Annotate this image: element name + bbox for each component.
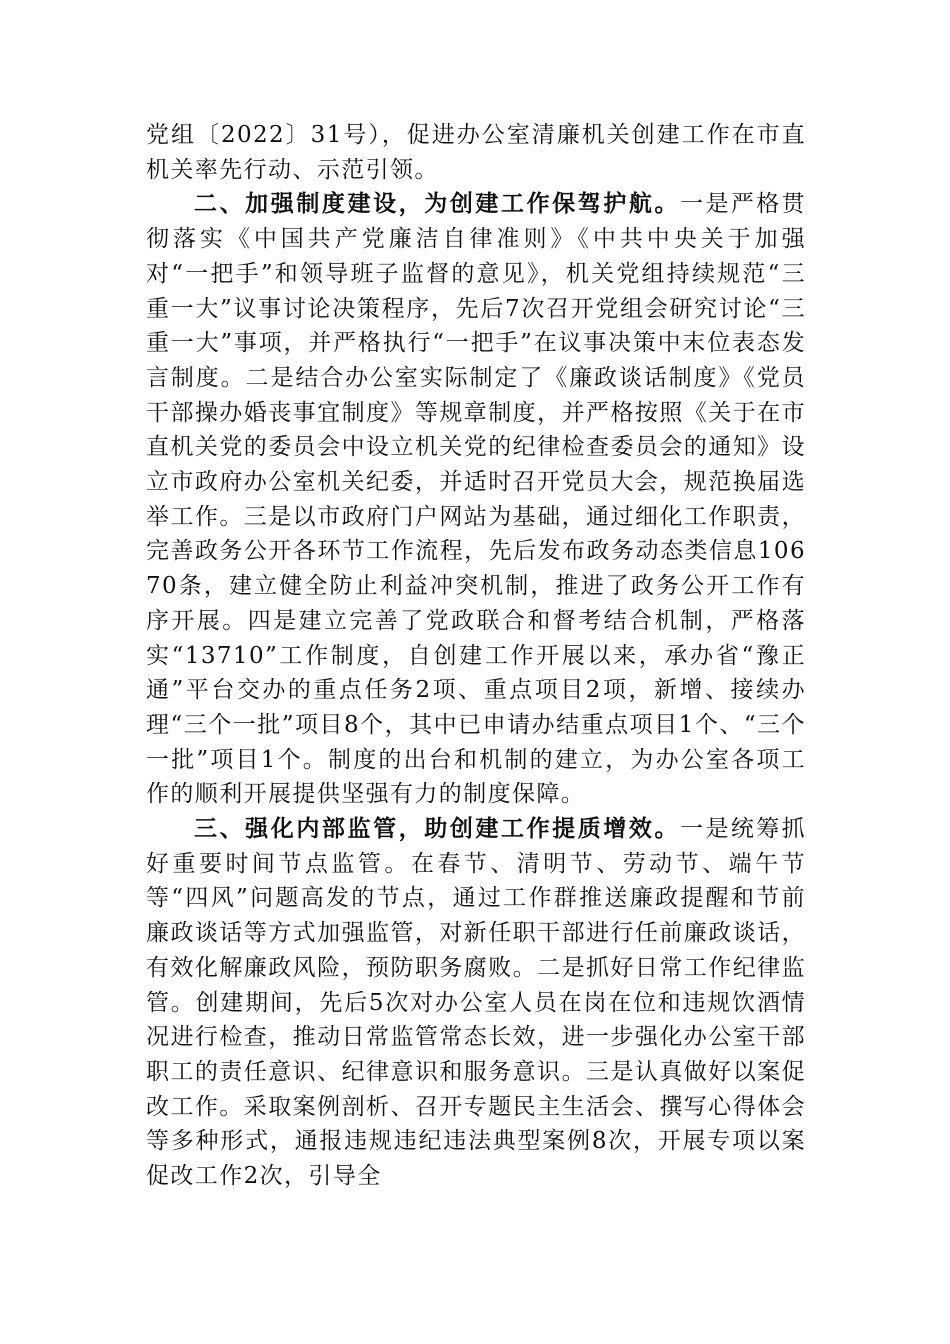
paragraph-section-two	[146, 187, 806, 812]
paragraph-text: 一是严格贯彻落实《中国共产党廉洁自律准则》《中共中央关于加强对“一把手”和领导班子监督的意见》，机关党组持续规范“三重一大”议事讨论决策程序，先后7次召开党组会研究讨论“三重一大”事项，并严格执行“一把手”在议事决策中末位表态发言制度。二是结合办公室实际制定了《廉政谈话制度》《党员干部操办婚丧事宜制度》等规章制度，并严格按照《关于在市直机关党的委员会中设立机关党的纪律检查委员会的通知》设立市政府办公室机关纪委，并适时召开党员大会，规范换届选举工作。三是以市政府门户网站为基础，通过细化工作职责，完善政务公开各环节工作流程，先后发布政务动态类信息10670条，建立健全防止利益冲突机制，推进了政务公开工作有序开展。四是建立完善了党政联合和督考结合机制，严格落实“13710”工作制度，自创建工作开展以来，承办省“豫正通”平台交办的重点任务2项、重点项目2项，新增、接续办理“三个一批”项目8个，其中已申请办结重点项目1个、“三个一批”项目1个。制度的出台和机制的建立，为办公室各项工作的顺利开展提供坚强有力的制度保障。	[146, 191, 807, 808]
paragraph-section-three	[146, 812, 806, 1194]
paragraph-text: 党组〔2022〕31号），促进办公室清廉机关创建工作在市直机关率先行动、示范引领。	[146, 122, 806, 183]
document-body	[146, 118, 806, 1194]
paragraph-continuation	[146, 118, 806, 187]
paragraph-text: 一是统筹抓好重要时间节点监管。在春节、清明节、劳动节、端午节等“四风”问题高发的节点，通过工作群推送廉政提醒和节前廉政谈话等方式加强监管，对新任职干部进行任前廉政谈话，有效化解廉政风险，预防职务腐败。二是抓好日常工作纪律监管。创建期间，先后5次对办公室人员在岗在位和违规饮酒情况进行检查，推动日常监管常态长效，进一步强化办公室干部职工的责任意识、纪律意识和服务意识。三是认真做好以案促改工作。采取案例剖析、召开专题民主生活会、撰写心得体会等多种形式，通报违规违纪违法典型案例8次，开展专项以案促改工作2次，引导全	[146, 816, 807, 1190]
section-heading: 二、加强制度建设，为创建工作保驾护航。	[194, 191, 681, 218]
section-heading: 三、强化内部监管，助创建工作提质增效。	[194, 816, 681, 843]
